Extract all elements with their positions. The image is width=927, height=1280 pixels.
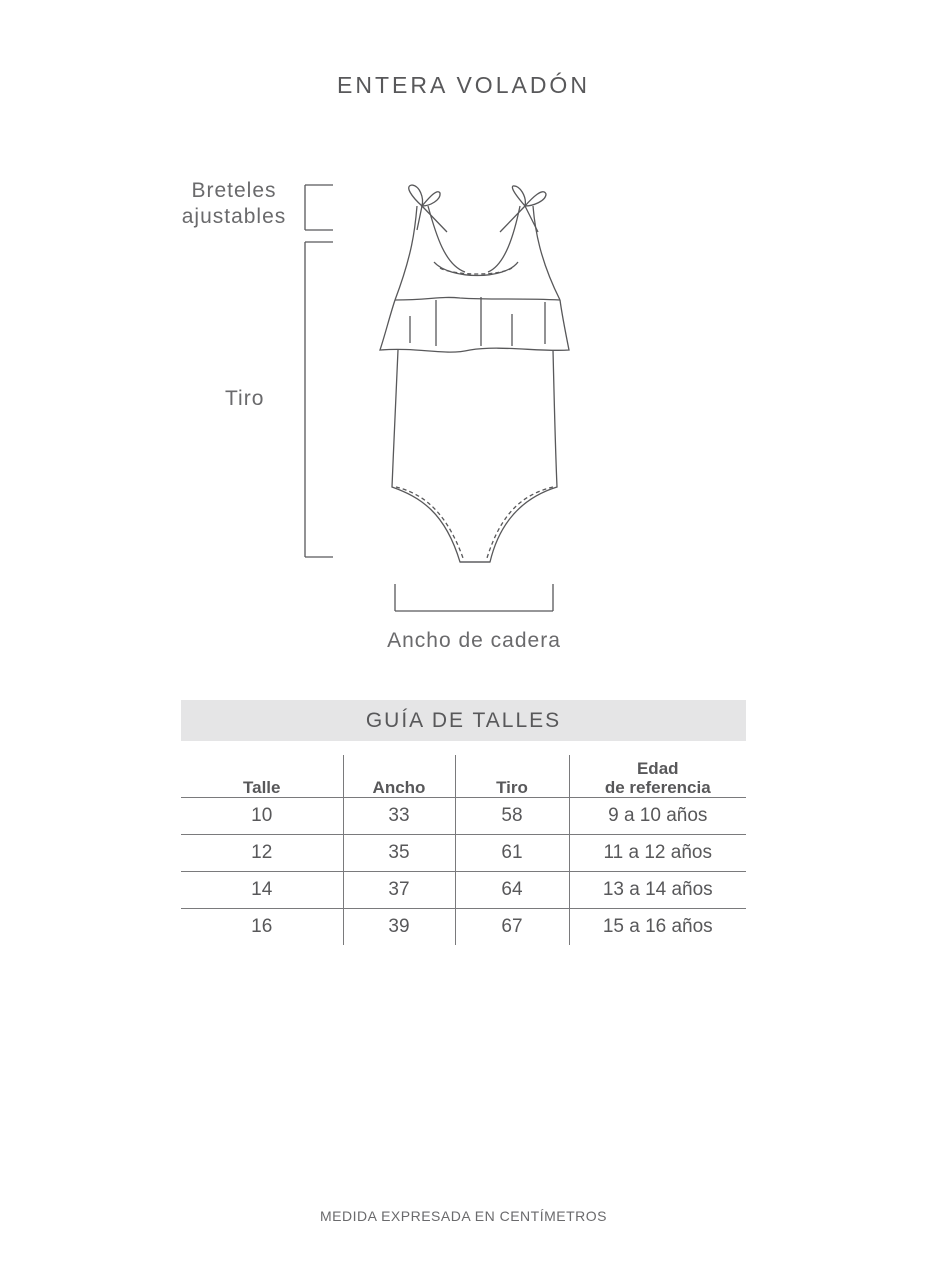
column-header-talle: Talle bbox=[181, 755, 343, 798]
tiro-bracket bbox=[305, 242, 333, 557]
cell-tiro: 67 bbox=[455, 909, 569, 946]
column-header-edad-line1: Edad bbox=[636, 759, 679, 778]
units-footnote: MEDIDA EXPRESADA EN CENTÍMETROS bbox=[320, 1208, 607, 1224]
cell-edad: 11 a 12 años bbox=[569, 835, 746, 872]
label-breteles bbox=[165, 178, 303, 230]
cell-talle: 10 bbox=[181, 798, 343, 835]
cell-talle: 14 bbox=[181, 872, 343, 909]
body-outline bbox=[392, 350, 557, 562]
ruffle bbox=[380, 300, 569, 352]
column-header-tiro: Tiro bbox=[455, 755, 569, 798]
cell-tiro: 61 bbox=[455, 835, 569, 872]
column-header-edad bbox=[569, 755, 746, 798]
cell-ancho: 33 bbox=[343, 798, 455, 835]
table-row bbox=[181, 835, 746, 872]
cell-talle: 12 bbox=[181, 835, 343, 872]
cell-edad: 9 a 10 años bbox=[569, 798, 746, 835]
label-ancho-de-cadera: Ancho de cadera bbox=[387, 629, 561, 652]
cell-talle: 16 bbox=[251, 916, 273, 937]
label-breteles-line2: ajustables bbox=[181, 205, 287, 228]
label-breteles-line1: Breteles bbox=[191, 179, 277, 202]
right-bow bbox=[500, 186, 546, 232]
label-tiro: Tiro bbox=[225, 387, 265, 410]
table-row bbox=[181, 872, 746, 909]
column-header-edad-line2: de referencia bbox=[604, 778, 711, 797]
column-header-ancho: Ancho bbox=[343, 755, 455, 798]
table-header-row bbox=[181, 755, 746, 798]
cell-edad: 13 a 14 años bbox=[569, 872, 746, 909]
size-guide-header: GUÍA DE TALLES bbox=[181, 700, 746, 741]
page-title: ENTERA VOLADÓN bbox=[337, 72, 590, 98]
table-row bbox=[181, 909, 746, 946]
cell-tiro: 64 bbox=[455, 872, 569, 909]
cell-ancho: 37 bbox=[343, 872, 455, 909]
ancho-bracket bbox=[395, 584, 553, 611]
size-table bbox=[181, 755, 746, 945]
cell-edad: 15 a 16 años bbox=[569, 909, 746, 946]
breteles-bracket bbox=[305, 185, 333, 230]
cell-tiro: 58 bbox=[455, 798, 569, 835]
cell-ancho: 35 bbox=[343, 835, 455, 872]
table-row bbox=[181, 798, 746, 835]
cell-ancho: 39 bbox=[343, 909, 455, 946]
